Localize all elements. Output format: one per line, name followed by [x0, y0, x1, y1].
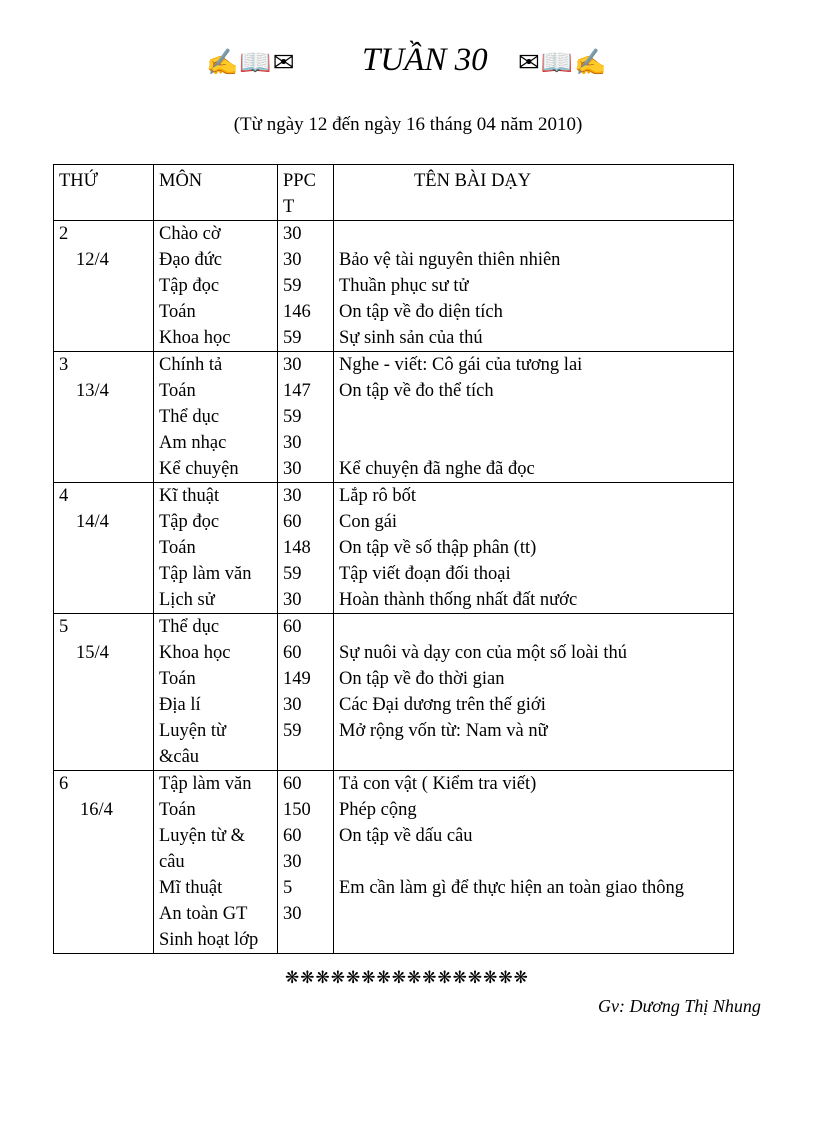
day-date: 13/4 [76, 381, 109, 401]
ppct-line: 147 [283, 381, 311, 401]
header-ten-bai: TÊN BÀI DẠY [334, 165, 734, 221]
ppct-line: 149 [283, 669, 311, 689]
book-ornament-left-icon: ✍📖✉ [206, 48, 296, 77]
page-title: TUẦN 30 [362, 42, 488, 78]
day-number: 5 [59, 617, 69, 637]
ppct-line: 30 [283, 695, 302, 715]
subject-line: Mĩ thuật [159, 878, 223, 898]
table-row [54, 221, 734, 352]
lesson-line: Thuần phục sư tử [339, 276, 469, 296]
lesson-cell [334, 771, 734, 954]
lesson-line: On tập về số thập phân (tt) [339, 538, 537, 558]
subject-line: Toán [159, 381, 196, 401]
subject-line: Toán [159, 800, 196, 820]
lesson-line [339, 849, 733, 875]
subject-line: Am nhạc [159, 433, 227, 453]
ppct-line: 60 [283, 826, 302, 846]
date-range: (Từ ngày 12 đến ngày 16 tháng 04 năm 2010) [233, 114, 583, 135]
lesson-line: Con gái [339, 512, 398, 532]
lesson-cell [334, 352, 734, 483]
subject-line: câu [159, 852, 185, 872]
subject-line: Sinh hoạt lớp [159, 930, 259, 950]
day-number: 3 [59, 355, 69, 375]
day-cell [54, 771, 154, 954]
day-date: 16/4 [80, 800, 113, 820]
lesson-line: Em cần làm gì để thực hiện an toàn giao thông [339, 878, 684, 898]
book-ornament-right-icon: ✉📖✍ [518, 48, 608, 77]
ppct-line: 59 [283, 407, 302, 427]
table-row [54, 352, 734, 483]
ppct-line: 30 [283, 852, 302, 872]
day-number: 2 [59, 224, 69, 244]
ppct-line: 5 [283, 878, 293, 898]
subject-cell [154, 614, 278, 771]
ppct-line: 30 [283, 590, 302, 610]
day-date: 14/4 [76, 512, 109, 532]
lesson-line: Tập viết đoạn đối thoại [339, 564, 511, 584]
ppct-cell [278, 483, 334, 614]
subject-line: Địa lí [159, 695, 201, 715]
subject-line: Kể chuyện [159, 459, 239, 479]
ppct-line: 59 [283, 721, 302, 741]
ppct-line: 60 [283, 617, 302, 637]
lesson-line: On tập về dấu câu [339, 826, 473, 846]
lesson-line: Các Đại dương trên thế giới [339, 695, 546, 715]
subject-line: Chào cờ [159, 224, 221, 244]
day-cell [54, 614, 154, 771]
subject-cell [154, 352, 278, 483]
subject-line: Lịch sử [159, 590, 215, 610]
subject-cell [154, 221, 278, 352]
table-row [54, 614, 734, 771]
lesson-line: Nghe - viết: Cô gái của tương lai [339, 355, 583, 375]
subject-line: An toàn GT [159, 904, 248, 924]
lesson-line: Hoàn thành thống nhất đất nước [339, 590, 578, 610]
ppct-cell [278, 352, 334, 483]
subject-line: Khoa học [159, 643, 231, 663]
star-divider: ❋❋❋❋❋❋❋❋❋❋❋❋❋❋❋❋ [285, 968, 529, 987]
lesson-line: On tập về đo thể tích [339, 381, 494, 401]
lesson-line: Sự sinh sản của thú [339, 328, 483, 348]
lesson-line: On tập về đo diện tích [339, 302, 503, 322]
subject-line: Luyện từ & [159, 826, 246, 846]
subject-line: Tập đọc [159, 276, 220, 296]
table-row [54, 483, 734, 614]
lesson-line: On tập về đo thời gian [339, 669, 505, 689]
day-cell [54, 483, 154, 614]
lesson-line [339, 404, 733, 430]
day-number: 6 [59, 774, 69, 794]
lesson-line [339, 744, 733, 770]
ppct-line: 146 [283, 302, 311, 322]
lesson-line [339, 430, 733, 456]
subject-cell [154, 483, 278, 614]
lesson-line [339, 901, 733, 927]
ppct-line: 60 [283, 643, 302, 663]
ppct-line: 30 [283, 459, 302, 479]
header-thu: THỨ [54, 165, 154, 221]
lesson-line: Sự nuôi và dạy con của một số loài thú [339, 643, 627, 663]
subject-line: &câu [159, 747, 200, 767]
ppct-line [283, 927, 333, 953]
ppct-cell [278, 221, 334, 352]
subject-line: Thể dục [159, 617, 220, 637]
lesson-line: Lắp rô bốt [339, 486, 417, 506]
header-mon: MÔN [154, 165, 278, 221]
subject-cell [154, 771, 278, 954]
subject-line: Luyện từ [159, 721, 227, 741]
day-cell [54, 352, 154, 483]
subject-line: Đạo đức [159, 250, 222, 270]
subject-line: Tập làm văn [159, 774, 252, 794]
lesson-line: Kể chuyện đã nghe đã đọc [339, 459, 535, 479]
ppct-line: 30 [283, 250, 302, 270]
subject-line: Tập đọc [159, 512, 220, 532]
lesson-line: Mở rộng vốn từ: Nam và nữ [339, 721, 548, 741]
table-row [54, 771, 734, 954]
lesson-line: Tả con vật ( Kiểm tra viết) [339, 774, 537, 794]
table-header-row [54, 165, 734, 221]
subject-line: Thể dục [159, 407, 220, 427]
subject-line: Kĩ thuật [159, 486, 220, 506]
ppct-line: 30 [283, 224, 302, 244]
ppct-line: 59 [283, 328, 302, 348]
lesson-line: Bảo vệ tài nguyên thiên nhiên [339, 250, 561, 270]
ppct-line: 150 [283, 800, 311, 820]
subject-line: Tập làm văn [159, 564, 252, 584]
ppct-line: 30 [283, 433, 302, 453]
title-row [0, 42, 816, 92]
lesson-line: Phép cộng [339, 800, 417, 820]
ppct-cell [278, 771, 334, 954]
teacher-signature: Gv: Dương Thị Nhung [598, 996, 761, 1016]
day-cell [54, 221, 154, 352]
schedule-table [53, 164, 734, 954]
ppct-line: 30 [283, 486, 302, 506]
ppct-line [283, 744, 333, 770]
lesson-cell [334, 483, 734, 614]
ppct-line: 60 [283, 774, 302, 794]
lesson-line [339, 927, 733, 953]
day-date: 15/4 [76, 643, 109, 663]
ppct-line: 148 [283, 538, 311, 558]
ppct-line: 30 [283, 355, 302, 375]
day-date: 12/4 [76, 250, 109, 270]
subject-line: Chính tả [159, 355, 223, 375]
lesson-cell [334, 221, 734, 352]
subject-line: Khoa học [159, 328, 231, 348]
header-ppct: PPC T [278, 165, 334, 221]
ppct-cell [278, 614, 334, 771]
subject-line: Toán [159, 669, 196, 689]
ppct-line: 59 [283, 564, 302, 584]
day-number: 4 [59, 486, 69, 506]
lesson-line [339, 221, 733, 247]
ppct-line: 30 [283, 904, 302, 924]
subject-line: Toán [159, 538, 196, 558]
ppct-line: 60 [283, 512, 302, 532]
lesson-cell [334, 614, 734, 771]
lesson-line [339, 614, 733, 640]
subject-line: Toán [159, 302, 196, 322]
ppct-line: 59 [283, 276, 302, 296]
